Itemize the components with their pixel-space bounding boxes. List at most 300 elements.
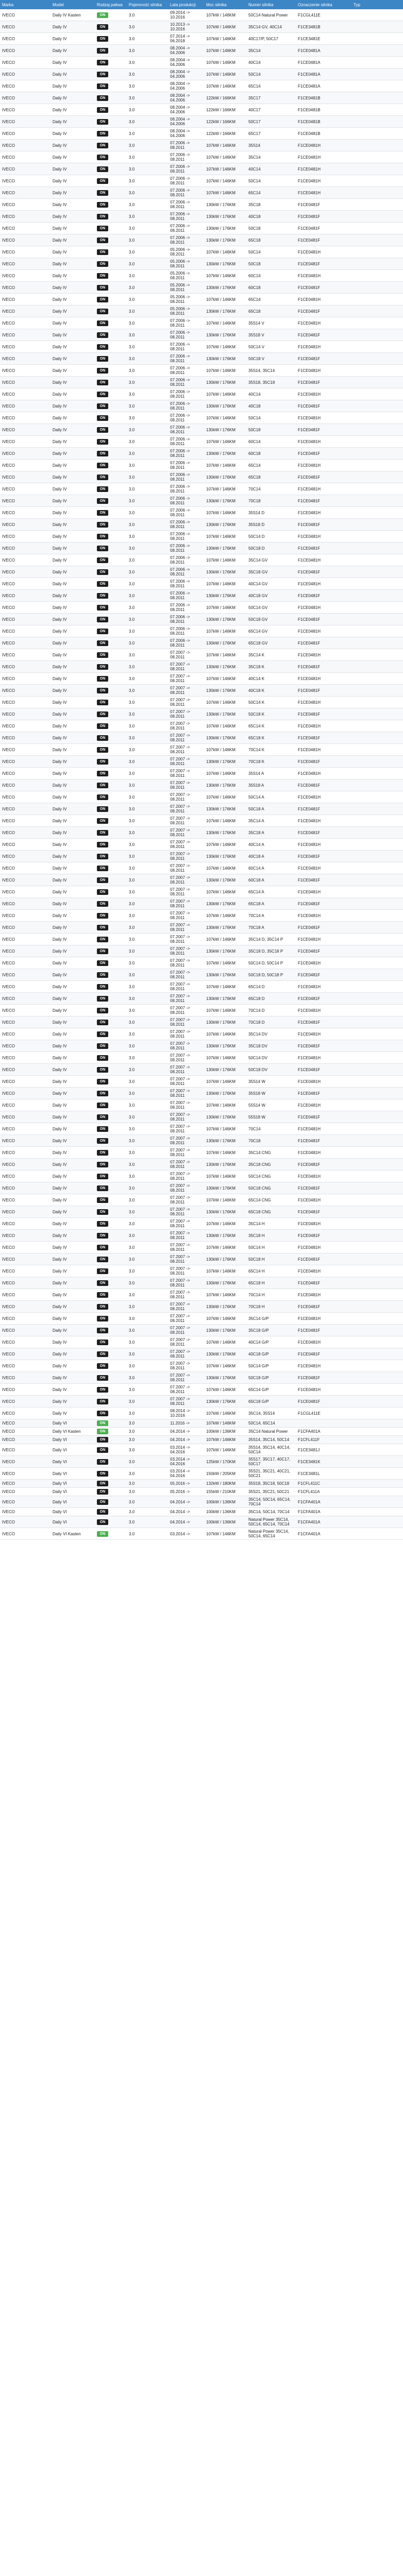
table-row[interactable] — [0, 187, 403, 199]
cell-engine-code: F1CE0481H — [296, 365, 351, 377]
cell-years: 07.2006 -> 08.2011 — [168, 483, 204, 495]
table-row[interactable] — [0, 732, 403, 744]
table-row[interactable] — [0, 1253, 403, 1265]
table-row[interactable] — [0, 33, 403, 45]
cell-years: 07.2007 -> 08.2011 — [168, 1171, 204, 1182]
table-row[interactable] — [0, 779, 403, 791]
cell-model: Daily VI — [51, 1436, 95, 1444]
table-row[interactable] — [0, 1111, 403, 1123]
cell-volume: 3.0 — [127, 1289, 168, 1301]
cell-volume: 3.0 — [127, 1052, 168, 1064]
cell-volume: 3.0 — [127, 353, 168, 365]
cell-power: 130kW / 176KM — [204, 377, 246, 388]
cell-years: 07.2007 -> 08.2011 — [168, 1147, 204, 1159]
cell-volume: 3.0 — [127, 1265, 168, 1277]
table-row[interactable] — [0, 756, 403, 768]
cell-model: Daily IV — [51, 448, 95, 460]
table-row[interactable] — [0, 744, 403, 756]
table-row[interactable] — [0, 957, 403, 969]
cell-type — [351, 1444, 403, 1456]
cell-model: Daily IV — [51, 1159, 95, 1171]
table-row[interactable] — [0, 1408, 403, 1419]
table-row[interactable] — [0, 448, 403, 460]
cell-years: 04.2014 -> — [168, 1436, 204, 1444]
cell-engine-number: 70C18 A — [246, 922, 296, 934]
cell-fuel — [95, 1171, 127, 1182]
table-row[interactable] — [0, 862, 403, 874]
fuel-badge: ON — [97, 261, 108, 267]
table-row[interactable] — [0, 471, 403, 483]
table-row[interactable] — [0, 1480, 403, 1488]
table-row[interactable] — [0, 1396, 403, 1408]
cell-years: 05.2016 -> — [168, 1480, 204, 1488]
table-row[interactable] — [0, 104, 403, 116]
cell-engine-number: 50C14 — [246, 69, 296, 80]
cell-engine-code: F1CE0481F — [296, 258, 351, 270]
cell-volume: 3.0 — [127, 1301, 168, 1313]
table-row[interactable] — [0, 294, 403, 306]
cell-engine-number: 35S18, 35C18, 50C18 — [246, 1480, 296, 1488]
cell-engine-code: F1CE0481H — [296, 744, 351, 756]
table-row[interactable] — [0, 649, 403, 661]
fuel-badge: ON — [97, 510, 108, 516]
table-row[interactable] — [0, 9, 403, 21]
table-row[interactable] — [0, 625, 403, 637]
table-row[interactable] — [0, 1016, 403, 1028]
cell-years: 07.2007 -> 08.2011 — [168, 649, 204, 661]
table-row[interactable] — [0, 353, 403, 365]
cell-brand: IVECO — [0, 234, 51, 246]
cell-engine-number: 35C14 GV — [246, 554, 296, 566]
cell-years: 07.2007 -> 08.2011 — [168, 1194, 204, 1206]
cell-type — [351, 543, 403, 554]
table-row[interactable] — [0, 1182, 403, 1194]
cell-volume: 3.0 — [127, 1456, 168, 1468]
table-row[interactable] — [0, 246, 403, 258]
table-row[interactable] — [0, 1384, 403, 1396]
cell-power: 107kW / 146KM — [204, 412, 246, 424]
cell-brand: IVECO — [0, 1028, 51, 1040]
cell-years: 07.2007 -> 08.2011 — [168, 1313, 204, 1325]
cell-volume: 3.0 — [127, 1076, 168, 1088]
table-row[interactable] — [0, 80, 403, 92]
header-volume[interactable]: Pojemność silnika — [127, 0, 168, 9]
table-row[interactable] — [0, 234, 403, 246]
table-row[interactable] — [0, 1313, 403, 1325]
cell-type — [351, 791, 403, 803]
cell-years: 07.2006 -> 08.2011 — [168, 590, 204, 602]
table-row[interactable] — [0, 827, 403, 839]
table-row[interactable] — [0, 1123, 403, 1135]
fuel-badge: ON — [97, 1429, 108, 1434]
cell-years: 07.2006 -> 08.2011 — [168, 495, 204, 507]
cell-engine-number: 35C14 — [246, 151, 296, 163]
table-row[interactable] — [0, 400, 403, 412]
table-row[interactable] — [0, 116, 403, 128]
table-row[interactable] — [0, 199, 403, 211]
table-row[interactable] — [0, 1099, 403, 1111]
table-row[interactable] — [0, 1301, 403, 1313]
cell-engine-number: 50C14 K — [246, 697, 296, 708]
table-row[interactable] — [0, 791, 403, 803]
cell-engine-code: F1CE0481F — [296, 945, 351, 957]
cell-years: 07.2006 -> 08.2011 — [168, 175, 204, 187]
table-row[interactable] — [0, 258, 403, 270]
cell-years: 07.2006 -> 08.2011 — [168, 448, 204, 460]
fuel-badge: ON — [97, 415, 108, 421]
table-row[interactable] — [0, 175, 403, 187]
cell-engine-code: F1CE0481F — [296, 353, 351, 365]
cell-years: 07.2007 -> 08.2011 — [168, 697, 204, 708]
table-row[interactable] — [0, 1456, 403, 1468]
cell-brand: IVECO — [0, 957, 51, 969]
table-row[interactable] — [0, 945, 403, 957]
cell-model: Daily IV — [51, 223, 95, 234]
cell-volume: 3.0 — [127, 898, 168, 910]
table-row[interactable] — [0, 578, 403, 590]
table-row[interactable] — [0, 1005, 403, 1016]
cell-brand: IVECO — [0, 353, 51, 365]
cell-model: Daily IV — [51, 1016, 95, 1028]
cell-power: 107kW / 146KM — [204, 910, 246, 922]
cell-type — [351, 1508, 403, 1516]
cell-brand: IVECO — [0, 1336, 51, 1348]
cell-power: 150kW / 205KM — [204, 1468, 246, 1480]
table-row[interactable] — [0, 566, 403, 578]
cell-model: Daily IV — [51, 697, 95, 708]
cell-fuel — [95, 744, 127, 756]
cell-engine-code: F1CE0481F — [296, 1372, 351, 1384]
cell-brand: IVECO — [0, 460, 51, 471]
table-row[interactable] — [0, 1265, 403, 1277]
table-row[interactable] — [0, 614, 403, 625]
cell-power: 107kW / 146KM — [204, 270, 246, 282]
fuel-badge: ON — [97, 1499, 108, 1505]
cell-years: 07.2007 -> 08.2011 — [168, 1123, 204, 1135]
table-row[interactable] — [0, 436, 403, 448]
cell-engine-code: F1CE0481H — [296, 910, 351, 922]
table-row[interactable] — [0, 128, 403, 140]
table-row[interactable] — [0, 1040, 403, 1052]
table-row[interactable] — [0, 1428, 403, 1436]
table-row[interactable] — [0, 1064, 403, 1076]
fuel-badge: ON — [97, 1531, 108, 1537]
header-engine-number[interactable]: Numer silnika — [246, 0, 296, 9]
header-years[interactable]: Lata produkcji — [168, 0, 204, 9]
header-brand[interactable]: Marka — [0, 0, 51, 9]
cell-model: Daily IV — [51, 199, 95, 211]
table-row[interactable] — [0, 1360, 403, 1372]
table-row[interactable] — [0, 365, 403, 377]
table-row[interactable] — [0, 45, 403, 57]
fuel-badge: ON — [97, 1351, 108, 1357]
table-row[interactable] — [0, 519, 403, 531]
cell-fuel — [95, 388, 127, 400]
cell-engine-number: 35C18 H — [246, 1230, 296, 1242]
cell-power: 100kW / 136KM — [204, 1516, 246, 1528]
table-row[interactable] — [0, 922, 403, 934]
cell-power: 107kW / 146KM — [204, 720, 246, 732]
cell-engine-code: F1CE0481F — [296, 282, 351, 294]
cell-model: Daily IV — [51, 637, 95, 649]
table-row[interactable] — [0, 874, 403, 886]
cell-years: 07.2007 -> 08.2011 — [168, 1372, 204, 1384]
cell-years: 07.2006 -> 08.2011 — [168, 578, 204, 590]
table-row[interactable] — [0, 768, 403, 779]
cell-years: 07.2006 -> 08.2011 — [168, 543, 204, 554]
cell-type — [351, 1360, 403, 1372]
table-row[interactable] — [0, 1348, 403, 1360]
cell-brand: IVECO — [0, 436, 51, 448]
table-row[interactable] — [0, 1194, 403, 1206]
table-row[interactable] — [0, 1028, 403, 1040]
table-row[interactable] — [0, 934, 403, 945]
cell-years: 07.2006 -> 08.2011 — [168, 554, 204, 566]
table-row[interactable] — [0, 140, 403, 151]
table-row[interactable] — [0, 554, 403, 566]
fuel-badge: ON — [97, 36, 108, 42]
table-row[interactable] — [0, 815, 403, 827]
table-row[interactable] — [0, 697, 403, 708]
cell-brand: IVECO — [0, 199, 51, 211]
cell-years: 07.2006 -> 08.2011 — [168, 614, 204, 625]
header-model[interactable]: Model — [51, 0, 95, 9]
table-row[interactable] — [0, 1372, 403, 1384]
fuel-badge: ON — [97, 783, 108, 788]
cell-years: 07.2006 -> 08.2011 — [168, 566, 204, 578]
table-row[interactable] — [0, 1325, 403, 1336]
cell-brand: IVECO — [0, 922, 51, 934]
cell-years: 07.2007 -> 08.2011 — [168, 922, 204, 934]
table-row[interactable] — [0, 886, 403, 898]
cell-power: 130kW / 176KM — [204, 471, 246, 483]
table-row[interactable] — [0, 1088, 403, 1099]
table-row[interactable] — [0, 460, 403, 471]
table-row[interactable] — [0, 1277, 403, 1289]
cell-years: 07.2006 -> 08.2011 — [168, 151, 204, 163]
cell-years: 07.2007 -> 08.2011 — [168, 1242, 204, 1253]
table-row[interactable] — [0, 851, 403, 862]
cell-type — [351, 1289, 403, 1301]
table-row[interactable] — [0, 981, 403, 993]
table-row[interactable] — [0, 1419, 403, 1428]
cell-engine-code: F1CE0481F — [296, 223, 351, 234]
fuel-badge: ON — [97, 1067, 108, 1073]
cell-model: Daily IV — [51, 625, 95, 637]
fuel-badge: ON — [97, 1481, 108, 1486]
cell-fuel — [95, 1325, 127, 1336]
table-row[interactable] — [0, 839, 403, 851]
cell-engine-code: F1CE0481F — [296, 1159, 351, 1171]
header-engine-code[interactable]: Oznaczenie silnika — [296, 0, 351, 9]
table-row[interactable] — [0, 543, 403, 554]
table-row[interactable] — [0, 673, 403, 685]
table-row[interactable] — [0, 282, 403, 294]
table-row[interactable] — [0, 412, 403, 424]
cell-volume: 3.0 — [127, 80, 168, 92]
cell-fuel — [95, 1468, 127, 1480]
cell-years: 07.2007 -> 08.2011 — [168, 969, 204, 981]
table-row[interactable] — [0, 1516, 403, 1528]
cell-engine-number: 40C14 — [246, 57, 296, 69]
table-row[interactable] — [0, 223, 403, 234]
table-row[interactable] — [0, 1159, 403, 1171]
cell-engine-number: 35C18 G/P — [246, 1325, 296, 1336]
cell-fuel — [95, 661, 127, 673]
cell-power: 107kW / 146KM — [204, 246, 246, 258]
header-fuel[interactable]: Rodzaj paliwa — [95, 0, 127, 9]
table-row[interactable] — [0, 317, 403, 329]
table-row[interactable] — [0, 1508, 403, 1516]
table-row[interactable] — [0, 1135, 403, 1147]
cell-engine-number: 35C14, 50C14, 65C14, 70C14 — [246, 1496, 296, 1508]
cell-engine-code: F1CE0481H — [296, 246, 351, 258]
cell-volume: 3.0 — [127, 1384, 168, 1396]
cell-engine-code: F1CE0481F — [296, 779, 351, 791]
cell-engine-number: 65C18 — [246, 234, 296, 246]
cell-model: Daily VI — [51, 1508, 95, 1516]
table-row[interactable] — [0, 495, 403, 507]
cell-volume: 3.0 — [127, 140, 168, 151]
table-row[interactable] — [0, 1436, 403, 1444]
cell-power: 107kW / 146KM — [204, 578, 246, 590]
cell-engine-code: F1CE0481H — [296, 673, 351, 685]
cell-engine-number: 50C18 D, 50C18 P — [246, 969, 296, 981]
cell-model: Daily IV — [51, 981, 95, 993]
cell-model: Daily IV — [51, 1076, 95, 1088]
cell-engine-number: 65C18 CNG — [246, 1206, 296, 1218]
cell-fuel — [95, 993, 127, 1005]
cell-fuel — [95, 1508, 127, 1516]
cell-engine-code: F1CE0481A — [296, 69, 351, 80]
cell-engine-code: F1CE0481H — [296, 1052, 351, 1064]
table-row[interactable] — [0, 483, 403, 495]
table-row[interactable] — [0, 163, 403, 175]
table-row[interactable] — [0, 1147, 403, 1159]
cell-model: Daily IV — [51, 353, 95, 365]
fuel-badge: ON — [97, 617, 108, 622]
cell-fuel — [95, 779, 127, 791]
cell-fuel — [95, 175, 127, 187]
table-row[interactable] — [0, 993, 403, 1005]
table-row[interactable] — [0, 424, 403, 436]
cell-brand: IVECO — [0, 1064, 51, 1076]
header-power[interactable]: Moc silnika — [204, 0, 246, 9]
table-row[interactable] — [0, 720, 403, 732]
cell-fuel — [95, 1488, 127, 1496]
table-row[interactable] — [0, 531, 403, 543]
table-row[interactable] — [0, 21, 403, 33]
cell-volume: 3.0 — [127, 495, 168, 507]
cell-engine-code: F1CE0481F — [296, 874, 351, 886]
table-row[interactable] — [0, 708, 403, 720]
cell-model: Daily IV — [51, 602, 95, 614]
table-row[interactable] — [0, 910, 403, 922]
cell-years: 04.2014 -> — [168, 1496, 204, 1508]
table-row[interactable] — [0, 1076, 403, 1088]
table-row[interactable] — [0, 69, 403, 80]
fuel-badge: ON — [97, 226, 108, 231]
cell-years: 07.2007 -> 08.2011 — [168, 791, 204, 803]
fuel-badge: ON — [97, 1114, 108, 1120]
cell-brand: IVECO — [0, 223, 51, 234]
cell-brand: IVECO — [0, 1360, 51, 1372]
cell-power: 107kW / 146KM — [204, 815, 246, 827]
header-type[interactable]: Typ — [351, 0, 403, 9]
table-row[interactable] — [0, 306, 403, 317]
cell-fuel — [95, 519, 127, 531]
table-row[interactable] — [0, 637, 403, 649]
table-row[interactable] — [0, 969, 403, 981]
table-row[interactable] — [0, 1289, 403, 1301]
cell-power: 107kW / 146KM — [204, 625, 246, 637]
cell-brand: IVECO — [0, 1348, 51, 1360]
table-row[interactable] — [0, 898, 403, 910]
table-row[interactable] — [0, 341, 403, 353]
cell-years: 03.2014 -> 04.2016 — [168, 1468, 204, 1480]
table-row[interactable] — [0, 602, 403, 614]
cell-brand: IVECO — [0, 140, 51, 151]
table-row[interactable] — [0, 661, 403, 673]
cell-engine-number: 70C18 D — [246, 1016, 296, 1028]
table-row[interactable] — [0, 270, 403, 282]
fuel-badge: ON — [97, 1328, 108, 1333]
table-row[interactable] — [0, 388, 403, 400]
cell-power: 130kW / 176KM — [204, 945, 246, 957]
table-row[interactable] — [0, 803, 403, 815]
cell-type — [351, 1005, 403, 1016]
cell-fuel — [95, 815, 127, 827]
table-row[interactable] — [0, 1230, 403, 1242]
cell-brand: IVECO — [0, 1135, 51, 1147]
table-row[interactable] — [0, 1206, 403, 1218]
cell-power: 107kW / 146KM — [204, 1444, 246, 1456]
table-row[interactable] — [0, 1336, 403, 1348]
table-row[interactable] — [0, 1444, 403, 1456]
table-row[interactable] — [0, 685, 403, 697]
cell-type — [351, 1099, 403, 1111]
table-row[interactable] — [0, 1488, 403, 1496]
table-row[interactable] — [0, 151, 403, 163]
cell-power: 130kW / 176KM — [204, 1016, 246, 1028]
table-row[interactable] — [0, 507, 403, 519]
cell-brand: IVECO — [0, 424, 51, 436]
table-row[interactable] — [0, 1242, 403, 1253]
cell-type — [351, 234, 403, 246]
cell-years: 07.2007 -> 08.2011 — [168, 1111, 204, 1123]
table-row[interactable] — [0, 1496, 403, 1508]
table-row[interactable] — [0, 1528, 403, 1540]
table-row[interactable] — [0, 377, 403, 388]
table-row[interactable] — [0, 1218, 403, 1230]
cell-brand: IVECO — [0, 578, 51, 590]
table-row[interactable] — [0, 92, 403, 104]
table-row[interactable] — [0, 1052, 403, 1064]
cell-type — [351, 1171, 403, 1182]
table-row[interactable] — [0, 57, 403, 69]
cell-fuel — [95, 685, 127, 697]
table-row[interactable] — [0, 590, 403, 602]
table-row[interactable] — [0, 1171, 403, 1182]
cell-years: 08.2004 -> 04.2006 — [168, 45, 204, 57]
fuel-badge: ON — [97, 1008, 108, 1013]
fuel-badge: ON — [97, 1043, 108, 1049]
cell-model: Daily IV — [51, 827, 95, 839]
table-row[interactable] — [0, 329, 403, 341]
table-row[interactable] — [0, 1468, 403, 1480]
table-row[interactable] — [0, 211, 403, 223]
cell-brand: IVECO — [0, 1182, 51, 1194]
